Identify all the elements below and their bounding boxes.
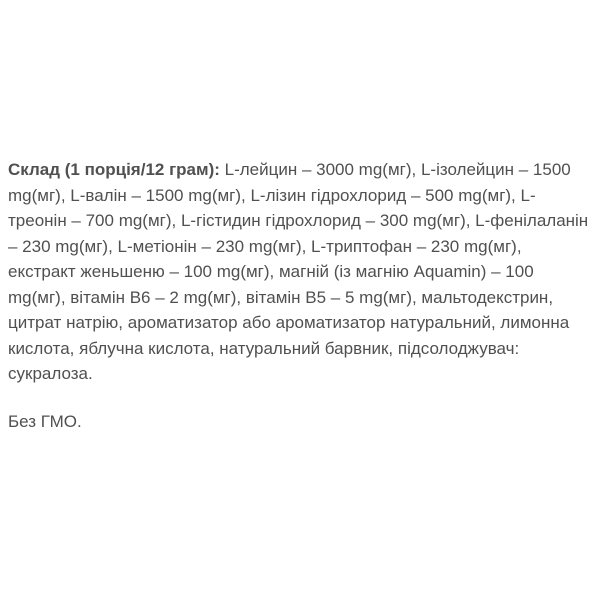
product-description — [8, 157, 592, 431]
composition-text: L-лейцин – 3000 mg(мг), L-ізолейцин – 1500 mg(мг), L-валін – 1500 mg(мг), L-лізин гідрохлорид – 500 mg(мг), L-треонін – 700 mg(мг), L-гістидин гідрохлорид – 300 mg(мг), L-фенілаланін – 230 mg(мг), L-метіонін – 230 mg(мг), L-триптофан – 230 mg(мг), екстракт женьшеню – 100 mg(мг), магній (із магнію Aquamin) – 100 mg(мг), вітамін В6 – 2 mg(мг), вітамін В5 – 5 mg(мг), мальтодекстрин, цитрат натрію, ароматизатор або ароматизатор натуральний, лимонна кислота, яблучна кислота, натуральний барвник, підсолоджувач: сукралоза. — [8, 160, 589, 383]
gmo-note: Без ГМО. — [8, 412, 82, 431]
composition-label: Склад (1 порція/12 грам): — [8, 160, 220, 179]
composition-paragraph — [8, 157, 592, 387]
